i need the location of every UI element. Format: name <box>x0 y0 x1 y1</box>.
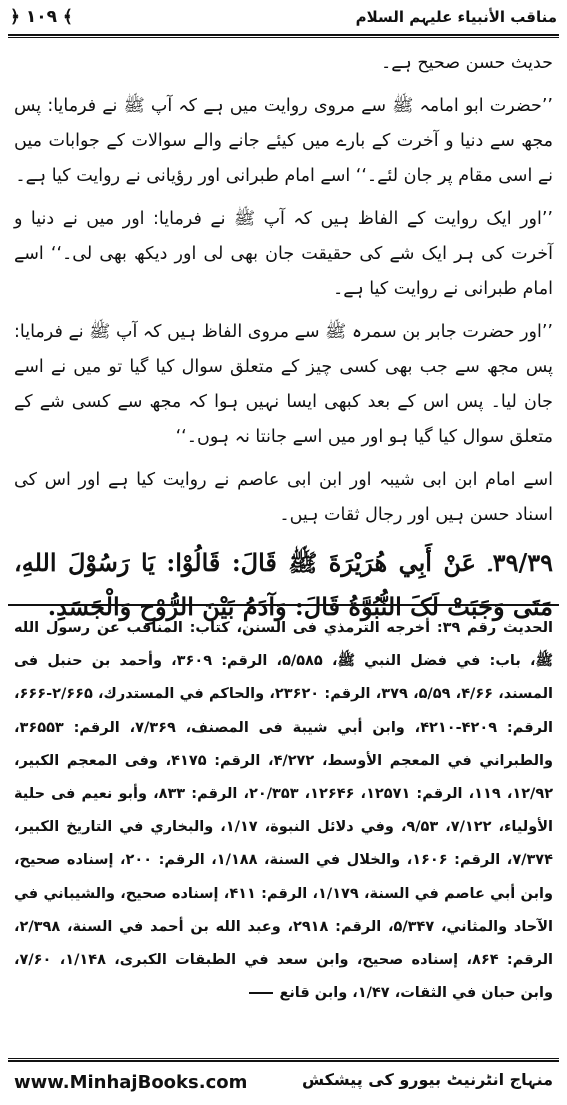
header-rule <box>8 34 559 38</box>
main-text <box>14 46 553 629</box>
paragraph: حدیث حسن صحیح ہے۔ <box>381 53 553 73</box>
page-header <box>10 6 557 32</box>
page-number: ﴿ ۱۰۹ ﴾ <box>10 7 73 27</box>
continue-arrow-icon <box>249 992 273 994</box>
paragraph: ’’اور حضرت جابر بن سمرہ ﷺ سے مروی الفاظ ہیں کہ آپ ﷺ نے فرمایا: پس مجھ سے جب بھی کسی چیز کے متعلق سوال کیا گیا تو میں نے اسے جان لیا۔ پس اس کے بعد کبھی ایسا نہیں ہوا کہ مجھ سے کسی شے کے متعلق سوال کیا گیا ہو اور میں اسے جانتا نہ ہوں۔‘‘ <box>14 322 553 447</box>
paragraph: اسے امام ابن ابی شیبہ اور ابن ابی عاصم نے روایت کیا ہے اور اس کی اسناد حسن ہیں اور رجال ثقات ہیں۔ <box>14 470 553 525</box>
footnote-text <box>14 612 553 1010</box>
footer-rule <box>8 1058 559 1062</box>
footnote-body: الحديث رقم ۳۹: أخرجه الترمذي فی السنن، كتاب: المناقب عن رسول الله ﷺ، باب: في فضل النبي ﷺ، ۵/۵۸۵، الرقم: ۳۶۰۹، وأحمد بن حنبل فی المسند، ۴/۶۶، ۵/۵۹، ۳۷۹، الرقم: ۲۳۶۲۰، والحاكم في المستدرك، ۲/۶۶۵-۶۶۶، الرقم: ۴۲۰۹-۴۲۱۰، وابن أبي شيبة فی المصنف، ۷/۳۶۹، الرقم: ۳۶۵۵۳، والطبراني في المعجم الأوسط، ۴/۲۷۲، الرقم: ۴۱۷۵، وفی المعجم الكبير، ۱۲/۹۲، ۱۱۹، الرقم: ۱۲۵۷۱، ۱۲۶۴۶، ۲۰/۳۵۳، الرقم: ۸۳۳، وأبو نعيم فی حلية الأولياء، ۷/۱۲۲، ۹/۵۳، وفي دلائل النبوة، ۱/۱۷، والبخاري في التاريخ الكبير، ۷/۳۷۴، الرقم: ۱۶۰۶، والخلال في السنة، ۱/۱۸۸، الرقم: ۲۰۰، إسناده صحيح، وابن أبي عاصم في السنة، ۱/۱۷۹، الرقم: ۴۱۱، إسناده صحيح، والشيباني في الآحاد والمثاني، ۵/۳۴۷، الرقم: ۲۹۱۸، وعبد الله بن أحمد في السنة، ۲/۳۹۸، الرقم: ۸۶۴، إسناده صحيح، وابن سعد في الطبقات الكبرى، ۱/۱۴۸، ۷/۶۰، وابن حبان في الثقات، ۱/۴۷، وابن قانع <box>14 620 554 1002</box>
page-footer <box>10 1066 557 1098</box>
paragraph: ’’حضرت ابو امامہ ﷺ سے مروی روایت میں ہے کہ آپ ﷺ نے فرمایا: پس مجھ سے دنیا و آخرت کے بارے میں کیئے جانے والے سوالات کے جوابات میں نے اسی مقام پر جان لئے۔‘‘ اسے امام طبرانی اور رؤیانی نے روایت کیا ہے۔ <box>14 96 553 186</box>
publisher-credit: منہاج انٹرنیٹ بیورو کی پیشکش <box>301 1070 553 1089</box>
paragraph: ’’اور ایک روایت کے الفاظ ہیں کہ آپ ﷺ نے فرمایا: اور میں نے دنیا و آخرت کی ہر ایک شے کی حقیقت جان بھی لی اور دیکھ بھی لی۔‘‘ اسے امام طبرانی نے روایت کیا ہے۔ <box>14 209 553 299</box>
footnote-rule <box>8 604 559 607</box>
book-title: مناقب الأنبیاء علیہم السلام <box>355 8 557 26</box>
footnotes <box>14 612 553 1010</box>
website-link[interactable]: www.MinhajBooks.com <box>14 1072 248 1093</box>
hadith-text: ۳۹/۳۹۔ عَنْ أَبِي هُرَيْرَةَ ﷺ قَالَ: قَالُوْا: يَا رَسُوْلَ اللهِ، مَتَی وَجَبَتْ لَکَ النُّبُوَّةُ قَالَ: وَآدَمُ بَيْنَ الرُّوْحِ وَالْجَسَدِ. <box>14 548 553 621</box>
